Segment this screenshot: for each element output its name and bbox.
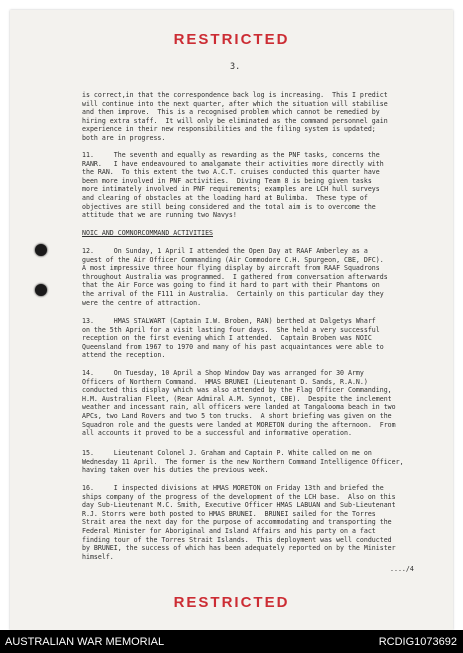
paragraph-15: 15. Lieutenant Colonel J. Graham and Captain P. White called on me on Wednesday 11 April. The former is the new Northern Command Intelligence Officer, having taken over his duties the previous week. <box>82 449 404 475</box>
paragraph-11: 11. The seventh and equally as rewarding as the PNF tasks, concerns the RANR. I have endeavoured to amalgamate their activities more directly with the RAN. To this extent the two A.C.T. cruises conducted this quarter have been more involved in PNF activities. Diving Team 8 is being given tasks more intimately involved in PNF requirements; examples are LCH hull surveys and clearing of obstacles at the loading hard at Bulimba. These type of objectives are still being considered and the total aim is to overcome the attitude that we are running two Navys! <box>82 151 384 220</box>
archive-name: AUSTRALIAN WAR MEMORIAL <box>5 636 165 648</box>
continuation-marker: ..../4 <box>390 565 414 573</box>
paragraph-13: 13. HMAS STALWART (Captain I.W. Broben, RAN) berthed at Dalgetys Wharf on the 5th April for a visit lasting four days. She held a very successful reception on the first evening which I attended. Captain Broben was NOIC Queensland from 1967 to 1970 and many of his past acquaintances were able to attend the reception. <box>82 317 384 360</box>
paragraph-12: 12. On Sunday, 1 April I attended the Open Day at RAAF Amberley as a guest of the Air Officer Commanding (Air Commodore C.H. Spurgeon, CBE, DFC). A most impressive three hour flying display by aircraft from RAAF Squadrons throughout Australia was programmed. I gathered from conversation afterwards that the Air Force was going to find it hard to part with their Phantoms on the arrival of the F111 in Australia. Certainly on this particular day they were the centre of attraction. <box>82 247 388 307</box>
page-number: 3. <box>230 62 241 72</box>
archive-footer <box>0 630 463 653</box>
section-heading: NOIC AND COMNORCOMMAND ACTIVITIES <box>82 229 214 237</box>
restricted-stamp-bottom: RESTRICTED <box>173 594 290 611</box>
paragraph-16: 16. I inspected divisions at HMAS MORETON on Friday 13th and briefed the ships company of the progress of the development of the LCH base. Also on this day Sub-Lieutenant M.C. Smith, Executive Officer HMAS LABUAN and Sub-Lieutenant R.J. Storrs were both posted to HMAS BRUNEI. BRUNEI sailed for the Torres Strait area the next day for the purpose of accommodating and transporting the Federal Minister for Aboriginal and Island Affairs and his party on a fact finding tour of the Torres Strait Islands. This deployment was well conducted by BRUNEI, the success of which has been adequately reported on by the Minister himself. <box>82 484 396 561</box>
paragraph-intro: is correct,in that the correspondence back log is increasing. This I predict will continue into the next quarter, after which the situation will stabilise and then improve. This is a recognised problem which cannot be remedied by hiring extra staff. It will only be eliminated as the command personnel gain experience in their new responsibilities and the filing system is updated; both are in progress. <box>82 91 388 142</box>
document-page <box>10 10 453 630</box>
paragraph-14: 14. On Tuesday, 10 April a Shop Window Day was arranged for 30 Army Officers of Northern Command. HMAS BRUNEI (Lieutenant D. Sands, R.A.N.) conducted this display which was also attended by the Flag Officer Commanding, H.M. Australian Fleet, (Rear Admiral A.M. Synnot, CBE). Despite the inclement weather and incessant rain, all officers were landed at Tangalooma beach in two APCs, two Land Rovers and two 5 ton trucks. A short briefing was given on the Squadron role and the guests were landed at MORETON during the afternoon. From all accounts it proved to be a successful and informative operation. <box>82 369 396 438</box>
punch-hole-icon <box>35 284 47 296</box>
punch-hole-icon <box>35 244 47 256</box>
restricted-stamp-top: RESTRICTED <box>173 31 290 48</box>
record-id: RCDIG1073692 <box>378 636 457 648</box>
